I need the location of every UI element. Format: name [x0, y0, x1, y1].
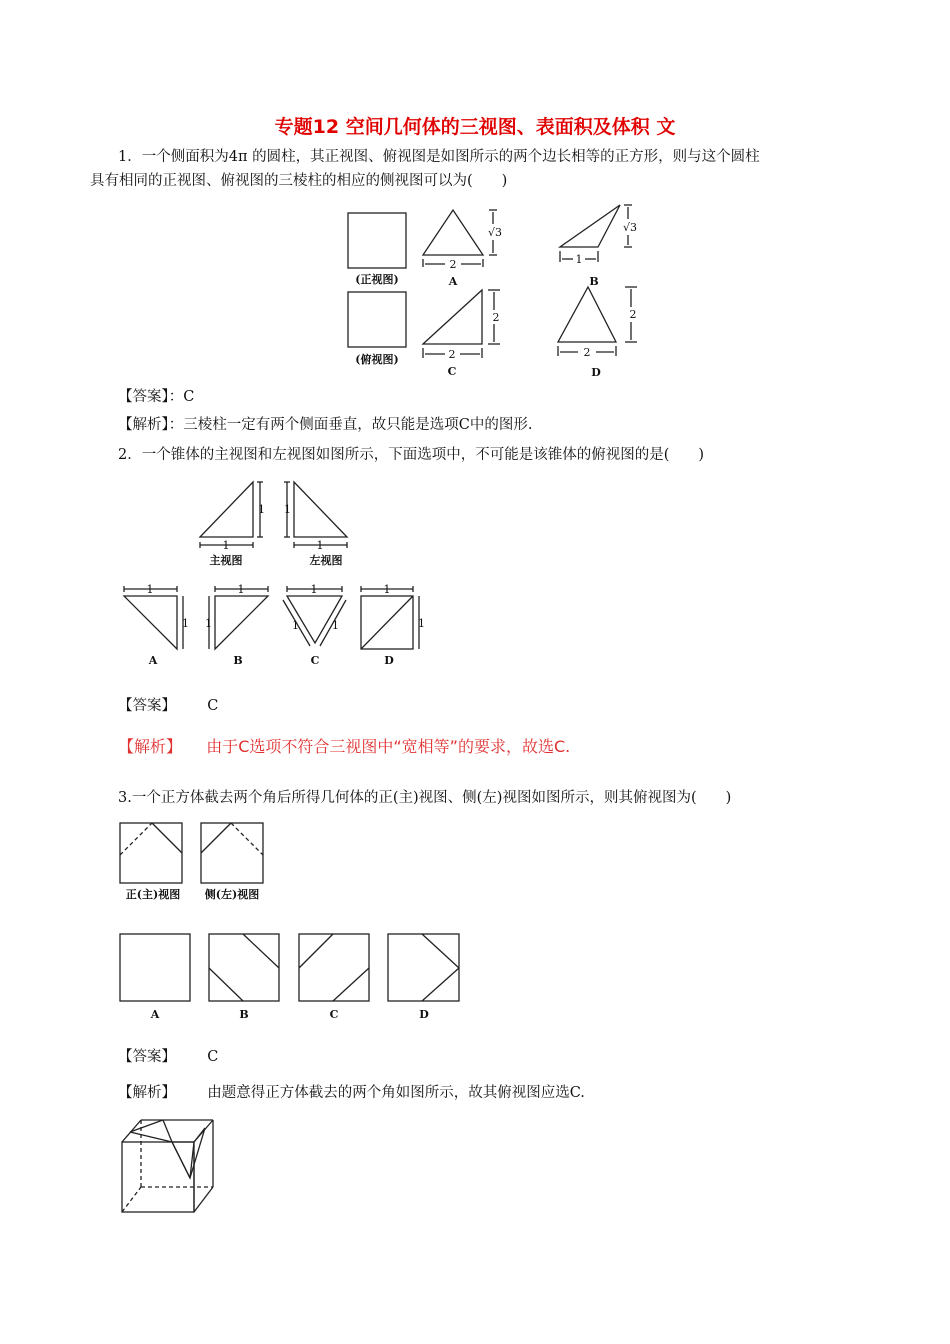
q3-option-c-label: C	[329, 1008, 339, 1021]
q1-text-line2: 具有相同的正视图、俯视图的三棱柱的相应的侧视图可以为( )	[90, 173, 508, 189]
q3-option-d-label: D	[419, 1008, 429, 1021]
q1-top-view-label: (俯视图)	[355, 353, 399, 366]
q3-analysis-text: 由题意得正方体截去的两个角如图所示，故其俯视图应选C.	[207, 1085, 585, 1101]
q3-analysis	[118, 1081, 585, 1102]
q3-option-c	[299, 934, 369, 1001]
svg-text:2: 2	[583, 346, 591, 359]
q1-option-d-triangle	[558, 287, 616, 342]
q3-option-d	[388, 934, 459, 1001]
svg-text:2: 2	[448, 348, 456, 361]
q3-answer-tag: 【答案】	[118, 1049, 176, 1065]
svg-text:1: 1	[383, 583, 391, 596]
q2-analysis-tag: 【解析】	[118, 737, 183, 756]
q1-front-view-square	[348, 213, 406, 268]
q1-answer: 【答案】：C	[118, 389, 195, 405]
svg-text:1: 1	[316, 539, 324, 552]
q1-top-view-square	[348, 292, 406, 347]
q3-figure	[110, 815, 480, 1025]
q2-text-line1: 2．一个锥体的主视图和左视图如图所示，下面选项中，不可能是该锥体的俯视图的是( )	[118, 447, 705, 463]
q3-text-line1: 3.一个正方体截去两个角后所得几何体的正(主)视图、侧(左)视图如图所示，则其俯视图为( )	[118, 790, 732, 806]
q3-analysis-tag: 【解析】	[118, 1085, 176, 1101]
q3-option-a	[120, 934, 190, 1001]
q1-option-d-label: D	[591, 366, 601, 379]
q2-option-c-label: C	[310, 654, 320, 667]
q2-analysis	[118, 734, 570, 757]
q3-front-view-label: 正(主)视图	[125, 888, 181, 901]
q3-option-a-label: A	[150, 1008, 160, 1021]
q3-side-view-label: 侧(左)视图	[204, 888, 260, 901]
q3-front-view	[120, 823, 182, 883]
q1-front-view-label: (正视图)	[355, 273, 399, 286]
page-title: 专题12 空间几何体的三视图、表面积及体积 文	[274, 116, 676, 138]
q3-side-view	[201, 823, 263, 883]
svg-text:1: 1	[237, 583, 245, 596]
svg-text:√3: √3	[622, 221, 638, 234]
q2-answer-tag: 【答案】	[118, 698, 176, 714]
svg-text:1: 1	[182, 617, 189, 630]
svg-text:1: 1	[418, 617, 425, 630]
q2-main-view-triangle	[200, 482, 253, 537]
q1-option-a-label: A	[448, 275, 458, 288]
q2-main-view-label: 主视图	[209, 554, 243, 567]
q1-option-a-triangle	[423, 210, 483, 255]
q2-option-a-shape	[124, 596, 177, 649]
q1-option-c-triangle	[423, 290, 482, 344]
svg-text:√3: √3	[487, 226, 503, 239]
q1-analysis: 【解析】：三棱柱一定有两个侧面垂直，故只能是选项C中的图形.	[118, 417, 533, 433]
q3-option-b	[209, 934, 279, 1001]
svg-text:1: 1	[284, 503, 291, 516]
svg-text:1: 1	[292, 619, 299, 632]
q2-option-d-label: D	[384, 654, 394, 667]
q2-left-view-label: 左视图	[309, 554, 343, 567]
svg-text:1: 1	[222, 539, 230, 552]
svg-text:1: 1	[205, 617, 212, 630]
q2-left-view-triangle	[294, 482, 347, 537]
q3-cube-figure	[112, 1108, 222, 1218]
q3-option-b-label: B	[239, 1008, 249, 1021]
q2-option-b-shape	[215, 596, 268, 649]
q2-analysis-text: 由于C选项不符合三视图中“宽相等”的要求，故选C.	[206, 737, 571, 756]
svg-text:2: 2	[629, 308, 637, 321]
svg-text:2: 2	[492, 311, 500, 324]
q1-text-line1: 1．一个侧面积为4π 的圆柱，其正视图、俯视图是如图所示的两个边长相等的正方形，则与这个圆柱	[118, 149, 760, 165]
q2-option-b-label: B	[233, 654, 243, 667]
svg-text:1: 1	[258, 503, 265, 516]
q3-answer-value: C	[207, 1049, 219, 1065]
q2-option-a-label: A	[148, 654, 158, 667]
svg-text:1: 1	[332, 619, 339, 632]
q2-answer-value: C	[207, 698, 219, 714]
q3-answer	[118, 1045, 218, 1066]
q2-answer	[118, 694, 218, 715]
svg-text:1: 1	[146, 583, 154, 596]
q1-option-b-label: B	[589, 275, 599, 288]
q2-figure	[110, 475, 450, 675]
svg-text:1: 1	[310, 583, 318, 596]
q1-option-b-triangle	[560, 205, 620, 247]
q1-figure	[330, 198, 670, 383]
svg-text:1: 1	[575, 253, 583, 266]
svg-text:2: 2	[449, 258, 457, 271]
q1-option-c-label: C	[447, 365, 457, 378]
